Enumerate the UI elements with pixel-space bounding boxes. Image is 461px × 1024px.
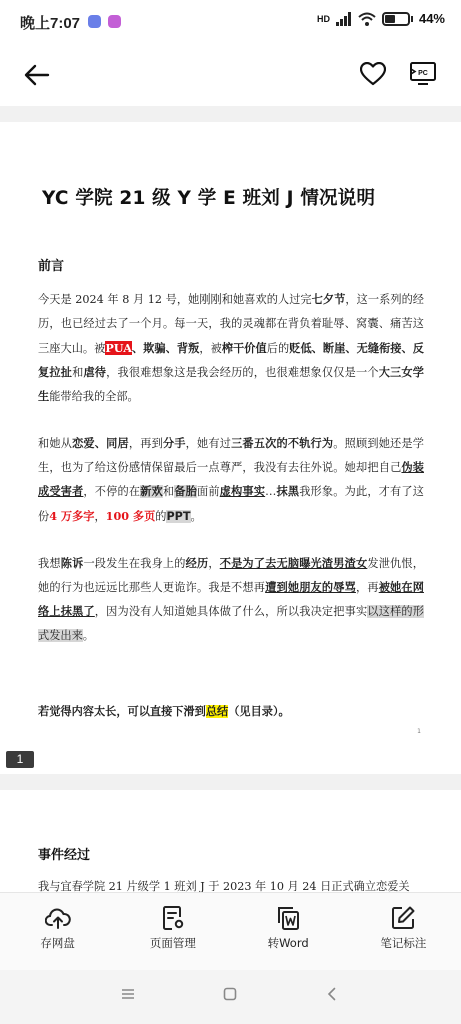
home-button[interactable] — [222, 986, 238, 1006]
document-page-2[interactable] — [0, 790, 461, 900]
status-time: 晚上7:07 — [20, 15, 81, 32]
pc-label: PC — [418, 70, 428, 77]
favorite-button[interactable] — [357, 58, 389, 90]
toolbar-label: 转Word — [267, 936, 309, 950]
app-notification-icon-2 — [108, 15, 121, 28]
app-notification-icon — [88, 15, 101, 28]
note-edit-icon — [390, 905, 416, 931]
system-back-button[interactable] — [324, 986, 340, 1006]
page-manage-icon — [160, 905, 186, 931]
convert-to-word-button[interactable] — [231, 893, 346, 970]
heart-icon — [360, 62, 386, 86]
event-heading: 事件经过 — [38, 848, 91, 863]
cast-to-pc-button[interactable] — [406, 58, 440, 90]
hd-network-label: HD — [316, 13, 330, 24]
status-right — [317, 11, 445, 26]
summary-link[interactable]: 总结 — [205, 705, 229, 718]
signal-icon — [336, 12, 352, 26]
paragraph-3: 我想陈诉一段发生在我身上的经历，不是为了去无脑曝光渣男渣女发泄仇恨，她的行为也远远比那些人更诡诈。我是不想再遭到她朋友的辱骂，再被她在网络上抹黑了，因为没有人知道她具体做了什么，所以我决定把事实以这样的形式发出来。 — [38, 557, 424, 642]
page-indicator: 1 — [6, 751, 34, 768]
battery-level: 44% — [418, 11, 445, 26]
bottom-toolbar — [0, 892, 461, 970]
document-page-1[interactable] — [0, 122, 461, 774]
preface-heading: 前言 — [38, 259, 65, 274]
note-annotate-button[interactable] — [346, 893, 461, 970]
toolbar-label: 页面管理 — [149, 936, 196, 950]
back-chevron-icon — [324, 986, 340, 1002]
back-button[interactable] — [20, 60, 54, 90]
summary-note: 若觉得内容太长，可以直接下滑到总结（见目录）。 — [38, 705, 290, 718]
toolbar-label: 笔记标注 — [380, 936, 427, 950]
page2-first-line: 我与宜春学院 21 片级学 1 班刘 J 于 2023 年 10 月 24 日正式确立恋爱关 — [38, 880, 410, 892]
page-footer-number: 1 — [417, 728, 421, 735]
cast-to-pc-icon — [409, 61, 437, 87]
battery-icon — [382, 12, 410, 26]
page-manage-button[interactable] — [115, 893, 230, 970]
paragraph-1: 今天是 2024 年 8 月 12 号，她刚刚和她喜欢的人过完七夕节，这一系列的经历，也已经过去了一个月。每一天，我的灵魂都在背负着耻辱、窝囊、痛苦这三座大山。被PUA、欺骗、背叛，被榨干价值后的贬低、断崖、无缝衔接、反复拉扯和虐待，我很难想象这是我会经历的，也很难想象仅仅是一个大三女学生能带给我的全部。 — [38, 293, 424, 403]
pua-highlight: PUA — [105, 341, 132, 355]
status-bar — [0, 0, 461, 44]
recent-apps-button[interactable] — [120, 986, 136, 1006]
wifi-icon — [358, 12, 376, 26]
cloud-upload-icon — [45, 905, 71, 931]
back-arrow-icon — [24, 64, 50, 86]
toolbar-label: 存网盘 — [40, 936, 75, 950]
top-bar — [0, 44, 461, 106]
system-nav-bar — [0, 970, 461, 1024]
paragraph-2: 和她从恋爱、同居，再到分手，她有过三番五次的不轨行为。照顾到她还是学生，也为了给这份感情保留最后一点尊严，我没有去往外说。她却把自己伪装成受害者，不停的在新欢和备胎面前虚构事实…抹黑我形象。为此，才有了这份4 万多字，100 多页的PPT。 — [38, 437, 424, 523]
save-to-cloud-button[interactable] — [0, 893, 115, 970]
menu-icon — [120, 986, 136, 1002]
document-title: YC 学院 21 级 Y 学 E 班刘 J 情况说明 — [42, 188, 376, 209]
home-square-icon — [222, 986, 238, 1002]
to-word-icon — [275, 905, 301, 931]
